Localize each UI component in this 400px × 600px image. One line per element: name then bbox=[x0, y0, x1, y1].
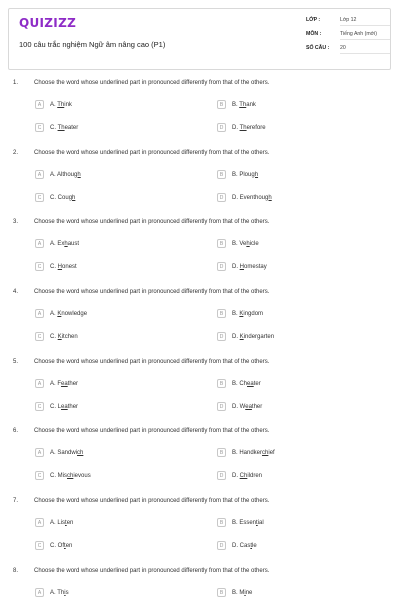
answer-option-b[interactable] bbox=[217, 447, 275, 458]
meta-divider bbox=[340, 25, 390, 26]
underlined-part: ch bbox=[67, 472, 74, 479]
underlined-part: K bbox=[239, 310, 244, 317]
option-letter-box: B bbox=[217, 588, 226, 597]
question-number: 4. bbox=[13, 289, 19, 295]
option-label: B. Thank bbox=[232, 101, 256, 108]
option-letter-box: D bbox=[217, 402, 226, 411]
option-letter-box: A bbox=[35, 100, 44, 109]
question-number: 7. bbox=[13, 498, 19, 504]
underlined-part: t bbox=[250, 542, 253, 549]
question-text: Choose the word whose underlined part in pronounced differently from that of the others. bbox=[34, 359, 270, 365]
question-number: 6. bbox=[13, 428, 19, 434]
underlined-part: gh bbox=[251, 171, 259, 178]
answer-option-c[interactable] bbox=[35, 401, 78, 412]
question-text: Choose the word whose underlined part in pronounced differently from that of the others. bbox=[34, 498, 270, 504]
answer-option-d[interactable] bbox=[217, 540, 257, 551]
underlined-part: gh bbox=[68, 194, 76, 201]
answer-option-a[interactable] bbox=[35, 308, 87, 319]
answer-option-d[interactable] bbox=[217, 261, 267, 272]
option-label: D. Therefore bbox=[232, 124, 266, 131]
underlined-part: t bbox=[64, 542, 66, 549]
answer-option-b[interactable] bbox=[217, 308, 263, 319]
option-label: C. Cough bbox=[50, 194, 76, 201]
worksheet-title: 100 câu trắc nghiệm Ngữ âm nâng cao (P1) bbox=[19, 40, 166, 49]
option-label: B. Essential bbox=[232, 519, 264, 526]
underlined-part: H bbox=[57, 263, 63, 270]
option-letter-box: D bbox=[217, 332, 226, 341]
option-label: B. Cheater bbox=[232, 380, 261, 387]
option-letter-box: D bbox=[217, 471, 226, 480]
answer-option-a[interactable] bbox=[35, 517, 73, 528]
question-number: 1. bbox=[13, 80, 19, 86]
underlined-part: ch bbox=[262, 449, 269, 456]
option-letter-box: B bbox=[217, 448, 226, 457]
option-letter-box: A bbox=[35, 170, 44, 179]
option-letter-box: B bbox=[217, 170, 226, 179]
underlined-part: K bbox=[57, 310, 62, 317]
question-number: 2. bbox=[13, 150, 19, 156]
option-letter-box: D bbox=[217, 262, 226, 271]
answer-option-d[interactable] bbox=[217, 470, 262, 481]
option-label: B. Plough bbox=[232, 171, 259, 178]
option-label: B. Handkerchief bbox=[232, 449, 275, 456]
option-letter-box: A bbox=[35, 379, 44, 388]
option-label: A. Think bbox=[50, 101, 72, 108]
answer-option-b[interactable] bbox=[217, 378, 261, 389]
answer-option-c[interactable] bbox=[35, 540, 72, 551]
option-letter-box: B bbox=[217, 379, 226, 388]
answer-option-b[interactable] bbox=[217, 238, 259, 249]
meta-class-value: Lớp 12 bbox=[340, 17, 357, 23]
option-label: C. Often bbox=[50, 542, 73, 549]
question-number: 5. bbox=[13, 359, 19, 365]
option-label: C. Honest bbox=[50, 263, 77, 270]
worksheet-header bbox=[8, 8, 391, 70]
question-number: 8. bbox=[13, 568, 19, 574]
question-text: Choose the word whose underlined part in pronounced differently from that of the others. bbox=[34, 568, 270, 574]
option-letter-box: C bbox=[35, 332, 44, 341]
underlined-part: K bbox=[57, 333, 62, 340]
option-letter-box: B bbox=[217, 239, 226, 248]
meta-count-value: 20 bbox=[340, 45, 346, 51]
option-label: C. Leather bbox=[50, 403, 79, 410]
underlined-part: gh bbox=[265, 194, 272, 201]
option-letter-box: C bbox=[35, 123, 44, 132]
answer-option-a[interactable] bbox=[35, 378, 78, 389]
option-label: D. Kindergarten bbox=[232, 333, 275, 340]
answer-option-a[interactable] bbox=[35, 99, 72, 110]
option-letter-box: D bbox=[217, 193, 226, 202]
option-label: C. Theater bbox=[50, 124, 79, 131]
option-label: A. Listen bbox=[50, 519, 74, 526]
underlined-part: Th bbox=[57, 124, 65, 131]
meta-count-label: SỐ CÂU : bbox=[306, 45, 330, 51]
answer-option-b[interactable] bbox=[217, 587, 252, 598]
answer-option-c[interactable] bbox=[35, 192, 75, 203]
answer-option-c[interactable] bbox=[35, 122, 78, 133]
option-label: C. Kitchen bbox=[50, 333, 78, 340]
option-label: A. Sandwich bbox=[50, 449, 84, 456]
underlined-part: ea bbox=[245, 403, 252, 410]
question-text: Choose the word whose underlined part in pronounced differently from that of the others. bbox=[34, 80, 270, 86]
option-label: A. This bbox=[50, 589, 69, 596]
answer-option-a[interactable] bbox=[35, 447, 83, 458]
answer-option-a[interactable] bbox=[35, 587, 69, 598]
quizizz-logo: QUIZIZZ bbox=[19, 16, 77, 30]
answer-option-b[interactable] bbox=[217, 99, 256, 110]
underlined-part: H bbox=[239, 263, 245, 270]
underlined-part: t bbox=[256, 519, 258, 526]
option-letter-box: C bbox=[35, 471, 44, 480]
underlined-part: Th bbox=[239, 101, 247, 108]
underlined-part: ea bbox=[247, 380, 254, 387]
underlined-part: ea bbox=[61, 380, 68, 387]
answer-option-c[interactable] bbox=[35, 470, 91, 481]
option-label: A. Although bbox=[50, 171, 81, 178]
option-letter-box: C bbox=[35, 262, 44, 271]
question-number: 3. bbox=[13, 219, 19, 225]
answer-option-c[interactable] bbox=[35, 331, 78, 342]
underlined-part: ch bbox=[77, 449, 84, 456]
option-letter-box: B bbox=[217, 518, 226, 527]
underlined-part: K bbox=[239, 333, 244, 340]
option-letter-box: D bbox=[217, 541, 226, 550]
question-text: Choose the word whose underlined part in pronounced differently from that of the others. bbox=[34, 428, 270, 434]
option-label: D. Children bbox=[232, 472, 263, 479]
option-letter-box: B bbox=[217, 309, 226, 318]
option-label: A. Exhaust bbox=[50, 240, 80, 247]
option-letter-box: C bbox=[35, 402, 44, 411]
option-label: D. Weather bbox=[232, 403, 263, 410]
option-label: A. Feather bbox=[50, 380, 79, 387]
option-letter-box: C bbox=[35, 541, 44, 550]
underlined-part: Th bbox=[239, 124, 247, 131]
underlined-part: i bbox=[64, 589, 66, 596]
option-label: A. Knowledge bbox=[50, 310, 88, 317]
meta-divider bbox=[340, 53, 390, 54]
answer-option-d[interactable] bbox=[217, 331, 274, 342]
option-letter-box: D bbox=[217, 123, 226, 132]
underlined-part: i bbox=[244, 589, 246, 596]
question-text: Choose the word whose underlined part in pronounced differently from that of the others. bbox=[34, 150, 270, 156]
meta-subject-label: MÔN : bbox=[306, 31, 322, 37]
option-label: C. Mischievous bbox=[50, 472, 91, 479]
underlined-part: ea bbox=[61, 403, 68, 410]
option-label: D. Castle bbox=[232, 542, 257, 549]
option-label: D. Eventhough bbox=[232, 194, 272, 201]
option-letter-box: C bbox=[35, 193, 44, 202]
option-letter-box: A bbox=[35, 448, 44, 457]
answer-option-c[interactable] bbox=[35, 261, 77, 272]
meta-class-label: LỚP : bbox=[306, 17, 321, 23]
option-letter-box: B bbox=[217, 100, 226, 109]
option-label: B. Mine bbox=[232, 589, 253, 596]
option-letter-box: A bbox=[35, 518, 44, 527]
answer-option-d[interactable] bbox=[217, 122, 266, 133]
option-label: B. Vehicle bbox=[232, 240, 259, 247]
option-label: B. Kingdom bbox=[232, 310, 264, 317]
question-text: Choose the word whose underlined part in pronounced differently from that of the others. bbox=[34, 289, 270, 295]
answer-option-d[interactable] bbox=[217, 192, 272, 203]
underlined-part: h bbox=[64, 240, 68, 247]
option-letter-box: A bbox=[35, 588, 44, 597]
answer-option-d[interactable] bbox=[217, 401, 262, 412]
question-text: Choose the word whose underlined part in pronounced differently from that of the others. bbox=[34, 219, 270, 225]
answer-option-b[interactable] bbox=[217, 517, 264, 528]
underlined-part: Th bbox=[57, 101, 65, 108]
answer-option-a[interactable] bbox=[35, 169, 81, 180]
underlined-part: t bbox=[65, 519, 67, 526]
underlined-part: Ch bbox=[239, 472, 248, 479]
underlined-part: h bbox=[246, 240, 250, 247]
option-letter-box: A bbox=[35, 239, 44, 248]
option-letter-box: A bbox=[35, 309, 44, 318]
underlined-part: gh bbox=[74, 171, 81, 178]
meta-subject-value: Tiếng Anh (mới) bbox=[340, 31, 377, 37]
option-label: D. Homestay bbox=[232, 263, 267, 270]
answer-option-a[interactable] bbox=[35, 238, 79, 249]
meta-divider bbox=[340, 39, 390, 40]
answer-option-b[interactable] bbox=[217, 169, 258, 180]
